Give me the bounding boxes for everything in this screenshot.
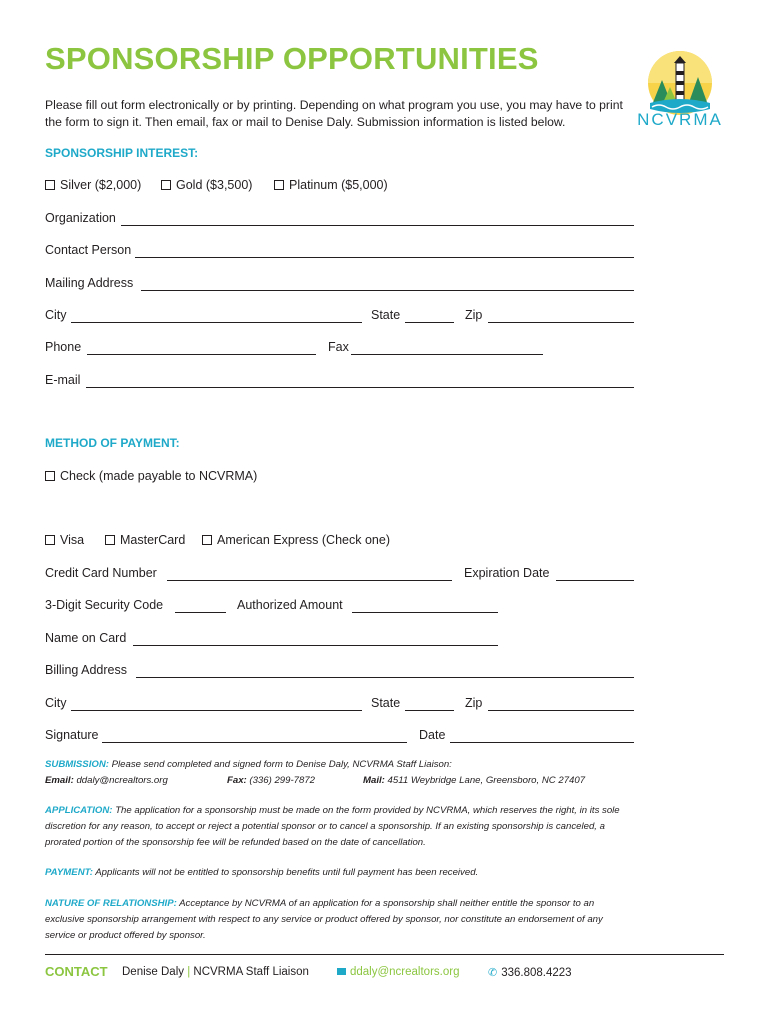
interest-options (45, 178, 634, 198)
mastercard-checkbox[interactable] (105, 533, 185, 547)
page-title: SPONSORSHIP OPPORTUNITIES (45, 41, 539, 76)
billing-city-row (45, 696, 634, 716)
billing-state-field[interactable] (405, 696, 454, 711)
city-row (45, 308, 634, 328)
gold-label: Gold ($3,500) (176, 178, 253, 192)
submission-email (45, 773, 168, 789)
application-head: APPLICATION: (45, 805, 113, 816)
footer (45, 964, 725, 984)
phone-row (45, 340, 634, 360)
payment-head: PAYMENT: (45, 867, 93, 878)
amex-checkbox[interactable] (202, 533, 390, 547)
relationship-text: Acceptance by NCVRMA of an application for a sponsorship shall neither entitle the sponsor to an exclusive sponsorship arrangement with respect to any service or product offered by sponsor, nor constitute an endorsement of any service or product offered by sponsor. (45, 898, 603, 941)
submission-fax-value: (336) 299-7872 (249, 775, 316, 786)
city-label: City (45, 308, 67, 322)
contact-person-label: Contact Person (45, 243, 132, 257)
submission-note (45, 757, 620, 773)
authorized-amount-label: Authorized Amount (237, 598, 343, 612)
security-row (45, 598, 634, 618)
mailing-address-field[interactable] (141, 276, 634, 291)
email-row (45, 373, 634, 393)
billing-address-row (45, 663, 634, 683)
date-field[interactable] (450, 728, 634, 743)
card-number-label: Credit Card Number (45, 566, 157, 580)
intro-text: Please fill out form electronically or by printing. Depending on what program you use, you may have to print the form to sign it. Then email, fax or mail to Denise Daly. Submission information is listed below. (45, 98, 623, 129)
visa-checkbox[interactable] (45, 533, 84, 547)
check-label: Check (made payable to NCVRMA) (60, 469, 258, 483)
payment-text: Applicants will not be entitled to sponsorship benefits until full payment has been received. (95, 867, 479, 878)
expiration-label: Expiration Date (464, 566, 550, 580)
checkbox-icon (45, 535, 55, 545)
billing-zip-field[interactable] (488, 696, 634, 711)
submission-email-value: ddaly@ncrealtors.org (76, 775, 168, 786)
relationship-head: NATURE OF RELATIONSHIP: (45, 898, 177, 909)
billing-address-field[interactable] (136, 663, 634, 678)
checkbox-icon (161, 180, 171, 190)
submission-head: SUBMISSION: (45, 759, 109, 770)
signature-row (45, 728, 634, 748)
checkbox-icon (274, 180, 284, 190)
footer-divider (45, 954, 724, 955)
fax-field[interactable] (351, 340, 543, 355)
platinum-checkbox[interactable] (274, 178, 388, 192)
name-on-card-row (45, 631, 634, 651)
security-code-field[interactable] (175, 598, 226, 613)
mailing-address-label: Mailing Address (45, 276, 134, 290)
date-label: Date (419, 728, 446, 742)
submission-mail (363, 773, 585, 789)
contact-person-row (45, 243, 634, 263)
contact-person-name: Denise Daly (122, 966, 184, 978)
phone-field[interactable] (87, 340, 316, 355)
phone-icon: ✆ (488, 967, 498, 979)
contact-phone-number: 336.808.4223 (501, 967, 572, 979)
contact-person-field[interactable] (135, 243, 634, 258)
submission-fax-label: Fax: (227, 775, 247, 786)
fax-label: Fax (328, 340, 349, 354)
payment-heading: METHOD OF PAYMENT: (45, 436, 180, 450)
billing-address-label: Billing Address (45, 663, 127, 677)
card-number-row (45, 566, 634, 586)
checkbox-icon (45, 180, 55, 190)
platinum-label: Platinum ($5,000) (289, 178, 388, 192)
checkbox-icon (202, 535, 212, 545)
state-field[interactable] (405, 308, 454, 323)
contact-label: CONTACT (45, 964, 108, 979)
name-on-card-label: Name on Card (45, 631, 127, 645)
authorized-amount-field[interactable] (352, 598, 498, 613)
submission-email-label: Email: (45, 775, 74, 786)
interest-heading: SPONSORSHIP INTEREST: (45, 146, 199, 160)
relationship-note (45, 896, 620, 944)
email-label: E-mail (45, 373, 81, 387)
card-type-row (45, 533, 634, 553)
signature-field[interactable] (102, 728, 407, 743)
state-label: State (371, 308, 401, 322)
phone-label: Phone (45, 340, 82, 354)
contact-name: Denise Daly | NCVRMA Staff Liaison (122, 966, 309, 978)
application-note (45, 803, 620, 851)
mastercard-label: MasterCard (120, 533, 186, 547)
billing-city-label: City (45, 696, 67, 710)
contact-email: ddaly@ncrealtors.org (350, 966, 460, 978)
billing-city-field[interactable] (71, 696, 362, 711)
zip-label: Zip (465, 308, 483, 322)
contact-role: NCVRMA Staff Liaison (193, 966, 309, 978)
submission-text: Please send completed and signed form to Denise Daly, NCVRMA Staff Liaison: (111, 759, 452, 770)
signature-label: Signature (45, 728, 99, 742)
application-text: The application for a sponsorship must be made on the form provided by NCVRMA, which reserves the right, in its sole discretion for any reason, to accept or reject a potential sponsor or to cancel a sponsorship. If an existing sponsorship is canceled, a prorated portion of the sponsorship fee will be refunded based on the date of cancellation. (45, 805, 620, 848)
security-code-label: 3-Digit Security Code (45, 598, 164, 612)
gold-checkbox[interactable] (161, 178, 252, 192)
silver-label: Silver ($2,000) (60, 178, 142, 192)
silver-checkbox[interactable] (45, 178, 141, 192)
email-field[interactable] (86, 373, 634, 388)
submission-fax (227, 773, 315, 789)
city-field[interactable] (71, 308, 362, 323)
check-checkbox[interactable] (45, 469, 257, 483)
name-on-card-field[interactable] (133, 631, 498, 646)
checkbox-icon (45, 471, 55, 481)
billing-state-label: State (371, 696, 401, 710)
amex-label: American Express (Check one) (217, 533, 390, 547)
payment-note (45, 865, 620, 881)
submission-mail-value: 4511 Weybridge Lane, Greensboro, NC 27407 (387, 775, 586, 786)
visa-label: Visa (60, 533, 85, 547)
submission-mail-label: Mail: (363, 775, 385, 786)
check-row (45, 469, 634, 489)
organization-row (45, 211, 634, 231)
zip-field[interactable] (488, 308, 634, 323)
mail-icon (337, 968, 346, 975)
contact-phone (488, 966, 572, 979)
card-number-field[interactable] (167, 566, 452, 581)
mailing-address-row (45, 276, 634, 296)
checkbox-icon (105, 535, 115, 545)
contact-email-link[interactable] (337, 966, 459, 978)
expiration-field[interactable] (556, 566, 634, 581)
billing-zip-label: Zip (465, 696, 483, 710)
organization-field[interactable] (121, 211, 634, 226)
organization-label: Organization (45, 211, 116, 225)
logo-text: NCVRMA (637, 110, 723, 129)
